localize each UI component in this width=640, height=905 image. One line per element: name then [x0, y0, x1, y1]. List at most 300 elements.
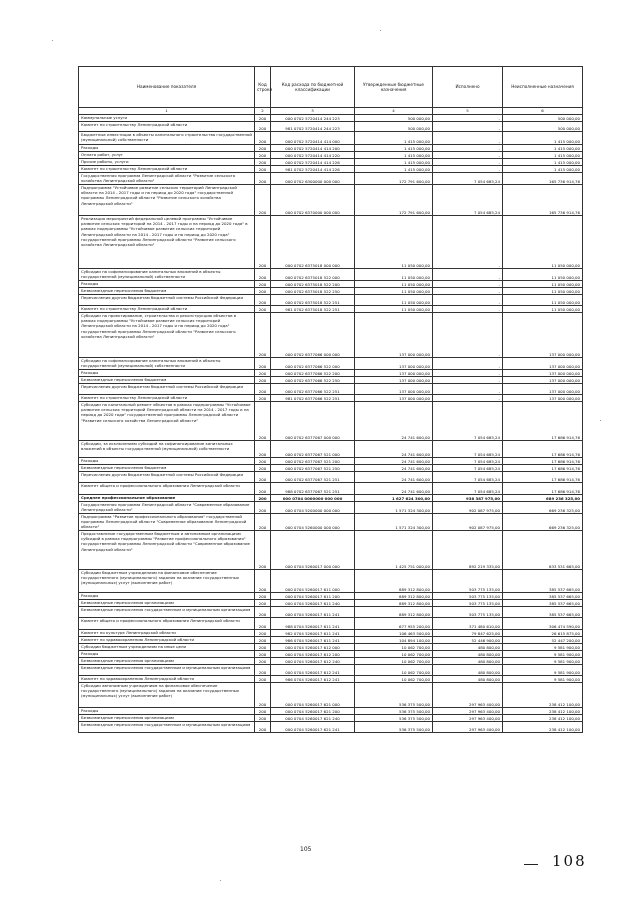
row-executed: 297 963 400,00 [433, 722, 503, 733]
row-budget-code: 000 0704 5260017 621 241 [271, 722, 355, 733]
row-line-code: 200 [255, 618, 271, 630]
row-budget-code: 000 0704 5260017 621 200 [271, 708, 355, 715]
row-name: Субсидии на софинансирование капитальных вложений в объекты государственной (муниципальной) собственности [79, 269, 255, 281]
row-approved: 11 050 000,00 [355, 216, 433, 269]
row-line-code: 200 [255, 570, 271, 593]
row-approved: 137 000 000,00 [355, 370, 433, 377]
row-line-code: 200 [255, 514, 271, 531]
row-budget-code: 000 0702 5720414 414 226 [271, 159, 355, 166]
row-name: Государственная программа Ленинградской области "Развитие сельского хозяйства Ленинградской области" [79, 173, 255, 185]
row-line-code: 200 [255, 402, 271, 441]
row-approved: 11 050 000,00 [355, 295, 433, 306]
table-row [79, 514, 583, 531]
column-number-row [79, 108, 583, 115]
row-budget-code: 000 0702 6377066 522 200 [271, 370, 355, 377]
row-executed: 7 054 685,24 [433, 173, 503, 185]
table-row [79, 658, 583, 665]
row-budget-code: 000 0704 5260017 612 241 [271, 665, 355, 676]
row-approved: 11 050 000,00 [355, 306, 433, 313]
table-row [79, 651, 583, 658]
col-number: 3 [271, 108, 355, 115]
row-name: Перечисления другим бюджетам бюджетной системы Российской Федерации [79, 295, 255, 306]
row-approved: 24 741 600,00 [355, 458, 433, 465]
row-budget-code: 000 0702 6377066 522 000 [271, 358, 355, 370]
row-executed: - [433, 145, 503, 152]
row-line-code: 200 [255, 683, 271, 708]
row-line-code: 200 [255, 166, 271, 173]
row-approved: 10 062 700,00 [355, 644, 433, 651]
table-header-row [79, 67, 583, 108]
table-row [79, 145, 583, 152]
row-line-code: 200 [255, 122, 271, 132]
row-budget-code: 000 0704 5260017 611 000 [271, 570, 355, 593]
row-name: Безвозмездные перечисления государственным и муниципальным организациям [79, 607, 255, 618]
table-row [79, 306, 583, 313]
table-row [79, 644, 583, 651]
row-budget-code: 000 0702 6375018 522 200 [271, 281, 355, 288]
row-name: Комитет по здравоохранению Ленинградской области [79, 676, 255, 683]
row-budget-code: 000 0702 6375018 522 251 [271, 295, 355, 306]
row-executed: 7 054 685,24 [433, 185, 503, 216]
row-line-code: 200 [255, 306, 271, 313]
row-budget-code: 981 0702 5720414 244 223 [271, 122, 355, 132]
row-executed: - [433, 370, 503, 377]
row-name: Расходы [79, 708, 255, 715]
row-approved: 1 415 000,00 [355, 145, 433, 152]
table-row [79, 483, 583, 495]
row-unexecuted: 9 581 900,00 [503, 676, 583, 683]
row-budget-code: 000 0704 5260017 611 240 [271, 600, 355, 607]
table-row [79, 281, 583, 288]
row-name: Комитет по строительству Ленинградской области [79, 122, 255, 132]
table-row [79, 269, 583, 281]
row-executed: 480 800,00 [433, 658, 503, 665]
row-name: Безвозмездные перечисления бюджетам [79, 377, 255, 384]
row-line-code: 200 [255, 502, 271, 514]
row-executed: 902 087 975,00 [433, 502, 503, 514]
row-line-code: 200 [255, 607, 271, 618]
table-row [79, 185, 583, 216]
row-approved: 677 955 200,00 [355, 618, 433, 630]
row-executed: - [433, 132, 503, 145]
row-approved: 1 415 000,00 [355, 159, 433, 166]
row-budget-code: 000 0702 6377067 521 250 [271, 465, 355, 472]
table-row [79, 570, 583, 593]
table-row [79, 152, 583, 159]
row-name: Расходы [79, 593, 255, 600]
table-row [79, 122, 583, 132]
row-name: Перечисления другим бюджетам бюджетной системы Российской Федерации [79, 472, 255, 483]
row-approved: 137 000 000,00 [355, 358, 433, 370]
table-row [79, 377, 583, 384]
row-executed: - [433, 115, 503, 122]
table-row [79, 132, 583, 145]
table-row [79, 166, 583, 173]
row-unexecuted: 17 686 914,76 [503, 458, 583, 465]
row-name: Комитет общего и профессионального образования Ленинградской области [79, 483, 255, 495]
row-executed: - [433, 377, 503, 384]
table-row [79, 630, 583, 637]
row-unexecuted: 17 686 914,76 [503, 402, 583, 441]
row-approved: 11 050 000,00 [355, 288, 433, 295]
row-unexecuted: 633 531 665,00 [503, 531, 583, 570]
col-number: 5 [433, 108, 503, 115]
row-line-code: 200 [255, 370, 271, 377]
row-line-code: 200 [255, 483, 271, 495]
row-approved: 1 415 000,00 [355, 166, 433, 173]
row-line-code: 200 [255, 630, 271, 637]
row-unexecuted: 689 236 325,00 [503, 495, 583, 502]
row-line-code: 200 [255, 593, 271, 600]
row-name: Безвозмездные перечисления государственным и муниципальным организациям [79, 665, 255, 676]
row-name: Комитет по здравоохранению Ленинградской области [79, 637, 255, 644]
row-executed: - [433, 166, 503, 173]
row-line-code: 200 [255, 600, 271, 607]
row-budget-code: 000 0702 6377067 521 200 [271, 458, 355, 465]
row-approved: 889 312 800,00 [355, 570, 433, 593]
row-name: Подпрограмма "Устойчивое развитие сельских территорий Ленинградской области на 2014 - 2017 годы и на период до 2020 года" государственной программы Ленинградской области "Развитие сельского хозяйства Ленинградской области" [79, 185, 255, 216]
row-name: Расходы [79, 281, 255, 288]
row-line-code: 200 [255, 495, 271, 502]
row-line-code: 200 [255, 185, 271, 216]
row-executed: 7 054 685,24 [433, 483, 503, 495]
row-unexecuted: 238 412 100,00 [503, 722, 583, 733]
table-row [79, 458, 583, 465]
row-executed: 7 054 685,24 [433, 441, 503, 458]
row-name: Расходы [79, 458, 255, 465]
row-line-code: 200 [255, 132, 271, 145]
row-line-code: 200 [255, 295, 271, 306]
row-budget-code: 000 0704 5260017 621 000 [271, 683, 355, 708]
row-unexecuted: 9 581 900,00 [503, 644, 583, 651]
row-executed: - [433, 358, 503, 370]
row-unexecuted: 306 474 590,00 [503, 618, 583, 630]
row-line-code: 200 [255, 115, 271, 122]
row-line-code: 200 [255, 269, 271, 281]
row-budget-code: 000 0702 6375018 522 000 [271, 269, 355, 281]
row-line-code: 200 [255, 159, 271, 166]
row-line-code: 200 [255, 658, 271, 665]
row-budget-code: 988 0704 5260017 611 241 [271, 618, 355, 630]
table-row [79, 665, 583, 676]
row-executed: - [433, 313, 503, 358]
row-name: Комитет по строительству Ленинградской области [79, 306, 255, 313]
row-name: Коммунальные услуги [79, 115, 255, 122]
row-executed: 7 054 685,24 [433, 458, 503, 465]
row-budget-code: 000 0702 6377067 521 000 [271, 441, 355, 458]
row-unexecuted: 500 000,00 [503, 115, 583, 122]
row-name: Субсидии бюджетным учреждениям на иные цели [79, 644, 255, 651]
row-approved: 24 741 600,00 [355, 441, 433, 458]
table-row [79, 502, 583, 514]
row-executed: 480 800,00 [433, 651, 503, 658]
row-approved: 11 050 000,00 [355, 269, 433, 281]
row-line-code: 200 [255, 676, 271, 683]
row-unexecuted: 17 686 914,76 [503, 472, 583, 483]
row-unexecuted: 385 537 665,00 [503, 600, 583, 607]
row-executed: - [433, 216, 503, 269]
scan-speck [380, 30, 381, 31]
report-sheet [78, 66, 582, 733]
row-executed: 297 963 400,00 [433, 683, 503, 708]
row-unexecuted: 17 686 914,76 [503, 465, 583, 472]
row-line-code: 200 [255, 377, 271, 384]
row-executed: 7 054 685,24 [433, 465, 503, 472]
row-budget-code: 986 0704 5260017 611 241 [271, 637, 355, 644]
row-name: Безвозмездные перечисления организациям [79, 600, 255, 607]
page-stamp: 108 [552, 852, 587, 870]
col-number: 6 [503, 108, 583, 115]
row-approved: 172 791 600,00 [355, 185, 433, 216]
row-name: Оплата работ, услуг [79, 152, 255, 159]
row-executed: 892 219 335,00 [433, 531, 503, 570]
row-budget-code: 986 0704 5260017 612 241 [271, 676, 355, 683]
row-unexecuted: 137 000 000,00 [503, 358, 583, 370]
row-budget-code: 000 0702 6377067 521 251 [271, 472, 355, 483]
row-name: Комитет по строительству Ленинградской области [79, 395, 255, 402]
row-approved: 24 741 600,00 [355, 483, 433, 495]
row-unexecuted: 238 412 100,00 [503, 708, 583, 715]
row-unexecuted: 238 412 100,00 [503, 683, 583, 708]
row-line-code: 200 [255, 441, 271, 458]
row-approved: 500 000,00 [355, 115, 433, 122]
row-name: Субсидии автономным учреждениям на финансовое обеспечение государственного (муниципального) задания на оказание государственных (муниципальных) услуг (выполнение работ) [79, 683, 255, 708]
row-name: Безвозмездные перечисления организациям [79, 715, 255, 722]
row-budget-code: 981 0702 6375018 522 251 [271, 306, 355, 313]
row-budget-code: 000 0704 5260017 612 200 [271, 651, 355, 658]
row-name: Государственная программа Ленинградской области "Современное образование Ленинградской области" [79, 502, 255, 514]
row-unexecuted: 9 581 900,00 [503, 665, 583, 676]
row-name: Субсидии бюджетным учреждениям на финансовое обеспечение государственного (муниципального) задания на оказание государственных (муниципальных) услуг (выполнение работ) [79, 570, 255, 593]
table-row [79, 216, 583, 269]
row-unexecuted: 137 000 000,00 [503, 377, 583, 384]
row-unexecuted: 385 537 665,00 [503, 593, 583, 600]
scan-speck [600, 420, 601, 421]
row-approved: 536 375 500,00 [355, 715, 433, 722]
header-code-line: Код строки [255, 67, 271, 108]
row-line-code: 200 [255, 458, 271, 465]
row-executed: 480 800,00 [433, 665, 503, 676]
row-approved: 1 415 000,00 [355, 132, 433, 145]
row-executed: 7 054 685,24 [433, 402, 503, 441]
row-unexecuted: 17 686 914,76 [503, 441, 583, 458]
row-budget-code: 000 0702 6377067 000 000 [271, 402, 355, 441]
row-line-code: 200 [255, 288, 271, 295]
row-line-code: 200 [255, 384, 271, 395]
row-budget-code: 000 0704 5260017 611 241 [271, 607, 355, 618]
row-budget-code: 000 0702 6370000 000 000 [271, 185, 355, 216]
row-executed: 503 775 135,00 [433, 607, 503, 618]
row-approved: 1 425 751 000,00 [355, 531, 433, 570]
row-approved: 1 571 324 300,00 [355, 502, 433, 514]
row-executed: - [433, 152, 503, 159]
row-unexecuted: 669 236 325,00 [503, 502, 583, 514]
row-executed: - [433, 288, 503, 295]
row-approved: 10 062 700,00 [355, 676, 433, 683]
page-number: 105 [300, 846, 312, 853]
row-approved: 10 062 700,00 [355, 658, 433, 665]
row-line-code: 200 [255, 637, 271, 644]
row-approved: 889 312 800,00 [355, 607, 433, 618]
row-unexecuted: 137 000 000,00 [503, 384, 583, 395]
row-executed: 297 963 400,00 [433, 715, 503, 722]
row-approved: 536 375 500,00 [355, 708, 433, 715]
row-budget-code: 000 0702 6300000 000 000 [271, 173, 355, 185]
row-budget-code: 000 0702 5720414 414 220 [271, 152, 355, 159]
row-line-code: 200 [255, 145, 271, 152]
row-budget-code: 000 0702 6377066 000 000 [271, 313, 355, 358]
table-row [79, 402, 583, 441]
row-line-code: 200 [255, 722, 271, 733]
row-approved: 1 571 324 300,00 [355, 514, 433, 531]
row-approved: 137 000 000,00 [355, 395, 433, 402]
row-executed: 480 800,00 [433, 644, 503, 651]
row-approved: 10 062 700,00 [355, 665, 433, 676]
row-budget-code: 988 0702 6377067 521 251 [271, 483, 355, 495]
row-unexecuted: 1 415 000,00 [503, 159, 583, 166]
row-executed: 7 054 685,24 [433, 472, 503, 483]
row-name: Безвозмездные перечисления бюджетам [79, 288, 255, 295]
row-approved: 137 000 000,00 [355, 313, 433, 358]
header-unexecuted: Неисполненные назначения [503, 67, 583, 108]
row-approved: 536 375 500,00 [355, 683, 433, 708]
row-name: Комитет по строительству Ленинградской области [79, 166, 255, 173]
row-approved: 1 415 000,00 [355, 152, 433, 159]
row-executed: - [433, 295, 503, 306]
row-budget-code: 000 0704 5260017 000 000 [271, 531, 355, 570]
row-line-code: 200 [255, 665, 271, 676]
row-executed: 503 775 135,00 [433, 600, 503, 607]
row-executed: 938 387 975,00 [433, 495, 503, 502]
table-row [79, 295, 583, 306]
row-line-code: 200 [255, 173, 271, 185]
table-row [79, 472, 583, 483]
row-approved: 137 000 000,00 [355, 377, 433, 384]
row-budget-code: 000 0702 5720414 414 000 [271, 132, 355, 145]
row-budget-code: 000 0702 6377066 522 250 [271, 377, 355, 384]
row-budget-code: 000 0704 5260017 612 000 [271, 644, 355, 651]
row-executed: - [433, 159, 503, 166]
budget-execution-table [78, 66, 583, 733]
row-unexecuted: 137 000 000,00 [503, 395, 583, 402]
row-unexecuted: 385 537 665,00 [503, 607, 583, 618]
row-name: Среднее профессиональное образование [79, 495, 255, 502]
row-unexecuted: 52 447 200,00 [503, 637, 583, 644]
table-row [79, 313, 583, 358]
table-row [79, 395, 583, 402]
row-name: Комитет общего и профессионального образования Ленинградской области [79, 618, 255, 630]
row-name: Субсидии на софинансирование капитальных вложений в объекты государственной (муниципальной) собственности [79, 358, 255, 370]
row-name: Подпрограмма "Развитие профессионального образования" государственной программы Ленинградской области "Современное образование Ленинградской области" [79, 514, 255, 531]
row-line-code: 200 [255, 472, 271, 483]
table-row [79, 115, 583, 122]
row-budget-code: 000 0704 5200000 000 000 [271, 502, 355, 514]
row-approved: 137 000 000,00 [355, 384, 433, 395]
table-row [79, 600, 583, 607]
row-unexecuted: 238 412 100,00 [503, 715, 583, 722]
col-number: 4 [355, 108, 433, 115]
row-budget-code: 000 0702 5720414 414 200 [271, 145, 355, 152]
header-approved: Утвержденные бюджетные назначения [355, 67, 433, 108]
row-name: Бюджетные инвестиции в объекты капитального строительства государственной (муниципальной) собственности [79, 132, 255, 145]
row-name: Безвозмездные перечисления бюджетам [79, 465, 255, 472]
row-unexecuted: 1 415 000,00 [503, 145, 583, 152]
row-unexecuted: 669 236 325,00 [503, 514, 583, 531]
row-executed: - [433, 384, 503, 395]
row-budget-code: 000 0704 5260000 000 000 [271, 514, 355, 531]
table-row [79, 676, 583, 683]
row-executed: 52 446 900,00 [433, 637, 503, 644]
row-approved: 889 312 800,00 [355, 593, 433, 600]
table-row [79, 531, 583, 570]
row-approved: 11 050 000,00 [355, 281, 433, 288]
row-budget-code: 981 0702 6377066 522 251 [271, 395, 355, 402]
header-code-budget: Код расхода по бюджетной классификации [271, 67, 355, 108]
table-row [79, 358, 583, 370]
scan-speck [52, 40, 53, 41]
row-budget-code: 000 0702 6375018 522 250 [271, 288, 355, 295]
row-unexecuted: 165 736 914,76 [503, 173, 583, 185]
row-approved: 24 741 600,00 [355, 465, 433, 472]
row-line-code: 200 [255, 395, 271, 402]
table-row [79, 370, 583, 377]
row-executed: 503 775 135,00 [433, 570, 503, 593]
row-approved: 172 791 600,00 [355, 173, 433, 185]
row-unexecuted: 11 050 000,00 [503, 306, 583, 313]
header-name: Наименование показателя [79, 67, 255, 108]
row-line-code: 200 [255, 708, 271, 715]
row-unexecuted: 137 000 000,00 [503, 370, 583, 377]
row-unexecuted: 11 050 000,00 [503, 288, 583, 295]
row-executed: 480 800,00 [433, 676, 503, 683]
row-line-code: 200 [255, 152, 271, 159]
table-row [79, 722, 583, 733]
row-line-code: 200 [255, 715, 271, 722]
row-executed: - [433, 306, 503, 313]
row-budget-code: 000 0702 6377066 522 251 [271, 384, 355, 395]
row-executed: - [433, 281, 503, 288]
row-unexecuted: 1 415 000,00 [503, 166, 583, 173]
row-name: Расходы [79, 370, 255, 377]
table-row [79, 495, 583, 502]
table-row [79, 384, 583, 395]
row-executed: 79 847 625,00 [433, 630, 503, 637]
row-unexecuted: 1 415 000,00 [503, 132, 583, 145]
row-executed: 297 963 400,00 [433, 708, 503, 715]
row-approved: 24 741 600,00 [355, 472, 433, 483]
table-row [79, 683, 583, 708]
table-body [79, 115, 583, 733]
row-line-code: 200 [255, 281, 271, 288]
row-unexecuted: 26 615 875,00 [503, 630, 583, 637]
row-unexecuted: 385 537 665,00 [503, 570, 583, 593]
row-budget-code: 000 0704 5260017 612 240 [271, 658, 355, 665]
row-approved: 500 000,00 [355, 122, 433, 132]
row-name: Безвозмездные перечисления государственным и муниципальным организациям [79, 722, 255, 733]
row-line-code: 200 [255, 465, 271, 472]
row-name: Субсидии на капитальный ремонт объектов в рамках подпрограммы "Устойчивое развитие сельских территорий Ленинградской области на 2014 - 2017 годы и на период до 2020 года" государственной программы Ленинградской области "Развитие сельского хозяйства Ленинградской области" [79, 402, 255, 441]
row-unexecuted: 1 415 000,00 [503, 152, 583, 159]
row-executed: - [433, 269, 503, 281]
row-line-code: 200 [255, 644, 271, 651]
row-name: Безвозмездные перечисления организациям [79, 658, 255, 665]
row-approved: 106 463 500,00 [355, 630, 433, 637]
table-row [79, 715, 583, 722]
row-executed: 371 480 610,00 [433, 618, 503, 630]
row-line-code: 200 [255, 358, 271, 370]
row-name: Расходы [79, 145, 255, 152]
row-unexecuted: 9 581 900,00 [503, 651, 583, 658]
